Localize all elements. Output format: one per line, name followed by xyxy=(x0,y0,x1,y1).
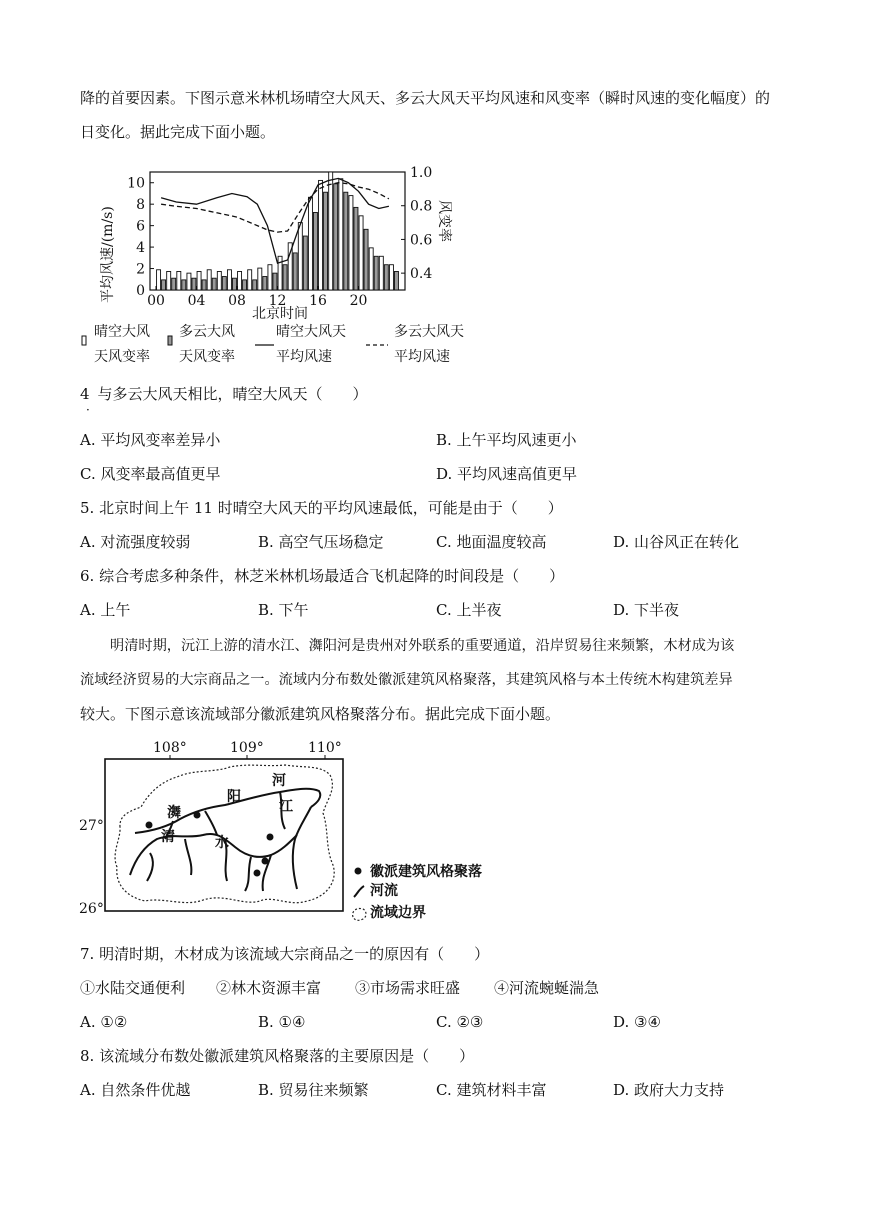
legend-settlement-symbol xyxy=(355,868,362,875)
q8-option-a[interactable]: A. 自然条件优越 xyxy=(80,1081,191,1099)
tick-label-bottom: 08 xyxy=(228,293,246,309)
bar-cloudy-ratio xyxy=(303,236,307,290)
map-lon-110: 110° xyxy=(308,740,342,756)
chart-ylabel-left: 平均风速/(m/s) xyxy=(100,206,116,303)
bar-cloudy-ratio xyxy=(313,212,317,290)
bar-clear-ratio xyxy=(258,268,262,290)
bar-clear-ratio xyxy=(238,271,242,290)
settlement-dot xyxy=(146,822,153,829)
bar-cloudy-ratio xyxy=(243,280,247,290)
chart-xlabel: 北京时间 xyxy=(252,306,308,322)
tick-label-bottom: 16 xyxy=(309,293,327,309)
bar-clear-ratio xyxy=(197,271,201,290)
bar-clear-ratio xyxy=(298,223,302,290)
bar-cloudy-ratio xyxy=(364,229,368,290)
legend-clear-ratio-line1: 晴空大风 xyxy=(94,324,150,340)
q4-option-a[interactable]: A. 平均风变率差异小 xyxy=(80,431,221,449)
settlement-dot xyxy=(194,812,201,819)
bar-cloudy-ratio xyxy=(162,280,166,290)
q4-option-d[interactable]: D. 平均风速高值更早 xyxy=(436,465,578,483)
tick-label-left: 8 xyxy=(136,197,145,214)
q5-option-c[interactable]: C. 地面温度较高 xyxy=(436,533,547,551)
q8-stem: 8. 该流域分布数处徽派建筑风格聚落的主要原因是（ ） xyxy=(80,1047,475,1065)
bar-cloudy-ratio xyxy=(394,271,398,290)
river-main-stem xyxy=(293,807,311,889)
bar-clear-ratio xyxy=(379,256,383,290)
settlement-dot xyxy=(267,834,274,841)
bar-cloudy-ratio xyxy=(273,273,277,290)
bar-cloudy-ratio xyxy=(374,256,378,290)
tick-label-right: 0.8 xyxy=(410,198,433,215)
q4-number: 4 xyxy=(80,385,90,403)
q7-item-4: ④河流蜿蜒湍急 xyxy=(494,979,600,997)
settlement-dot xyxy=(262,858,269,865)
bar-cloudy-ratio xyxy=(172,278,176,290)
bar-cloudy-ratio xyxy=(263,277,267,290)
map-label-he: 河 xyxy=(272,773,286,789)
passage2-line-3: 较大。下图示意该流域部分徽派建筑风格聚落分布。据此完成下面小题。 xyxy=(80,705,561,723)
bar-cloudy-ratio xyxy=(334,184,338,290)
bar-clear-ratio xyxy=(319,180,323,290)
q8-option-c[interactable]: C. 建筑材料丰富 xyxy=(436,1081,547,1099)
bar-cloudy-ratio xyxy=(212,278,216,290)
q7-option-b[interactable]: B. ①④ xyxy=(258,1013,306,1031)
tick-label-bottom: 20 xyxy=(349,293,368,309)
legend-cloudy-ratio-line1: 多云大风 xyxy=(179,324,235,340)
q6-option-d[interactable]: D. 下半夜 xyxy=(613,601,680,619)
tick-label-left: 4 xyxy=(136,240,145,257)
q5-option-d[interactable]: D. 山谷风正在转化 xyxy=(613,533,740,551)
q7-option-c[interactable]: C. ②③ xyxy=(436,1013,484,1031)
legend-clear-speed-line1: 晴空大风天 xyxy=(276,324,346,340)
q5-stem: 5. 北京时间上午 11 时晴空大风天的平均风速最低，可能是由于（ ） xyxy=(80,499,563,517)
bar-clear-ratio xyxy=(329,172,333,290)
tick-label-bottom: 12 xyxy=(268,293,287,309)
bar-clear-ratio xyxy=(207,270,211,290)
bar-cloudy-ratio xyxy=(232,278,236,290)
tick-label-right: 0.6 xyxy=(410,232,433,249)
q7-option-a[interactable]: A. ①② xyxy=(80,1013,128,1031)
wind-chart xyxy=(80,160,500,375)
bar-cloudy-ratio xyxy=(293,253,297,290)
tick-label-right: 1.0 xyxy=(410,165,433,181)
q5-option-a[interactable]: A. 对流强度较弱 xyxy=(80,533,191,551)
map-lon-108: 108° xyxy=(153,740,187,756)
legend-swatch-clear-ratio xyxy=(82,336,86,345)
bar-cloudy-ratio xyxy=(202,280,206,290)
river-trib-4 xyxy=(245,857,251,891)
bar-cloudy-ratio xyxy=(384,265,388,290)
bar-clear-ratio xyxy=(217,271,221,290)
legend-river-label: 河流 xyxy=(370,883,398,899)
q6-option-b[interactable]: B. 下午 xyxy=(258,601,309,619)
bar-cloudy-ratio xyxy=(192,278,196,290)
q8-option-d[interactable]: D. 政府大力支持 xyxy=(613,1081,725,1099)
bar-cloudy-ratio xyxy=(182,280,186,290)
tick-label-bottom: 04 xyxy=(187,293,206,309)
map-lon-109: 109° xyxy=(230,740,264,756)
river-trib-1 xyxy=(147,853,153,881)
river-qingshui-jiang xyxy=(130,834,297,875)
map-label-shui: 水 xyxy=(215,835,229,851)
map-label-yang: 阳 xyxy=(227,789,241,805)
river-trib-6 xyxy=(205,811,217,835)
map-legend xyxy=(353,863,482,921)
legend-cloudy-speed-line2: 平均风速 xyxy=(394,349,450,365)
bar-clear-ratio xyxy=(157,270,161,290)
q5-option-b[interactable]: B. 高空气压场稳定 xyxy=(258,533,384,551)
q6-stem: 6. 综合考虑多种条件，林芝米林机场最适合飞机起降的时间段是（ ） xyxy=(80,567,565,585)
q4-dot: · xyxy=(86,403,90,417)
bar-clear-ratio xyxy=(268,265,272,290)
q6-option-c[interactable]: C. 上半夜 xyxy=(436,601,502,619)
tick-label-left: 6 xyxy=(136,218,145,235)
q4-stem-text: 与多云大风天相比，晴空大风天（ ） xyxy=(97,385,368,403)
tick-label-left: 0 xyxy=(136,283,145,299)
chart-legend xyxy=(82,323,464,365)
bar-cloudy-ratio xyxy=(354,207,358,290)
q6-option-a[interactable]: A. 上午 xyxy=(80,601,131,619)
bar-clear-ratio xyxy=(359,216,363,290)
bar-clear-ratio xyxy=(349,196,353,290)
passage2-line-1: 明清时期，沅江上游的清水江、㵲阳河是贵州对外联系的重要通道，沿岸贸易往来频繁，木材成为该 xyxy=(110,638,735,654)
legend-river-symbol xyxy=(354,886,364,897)
legend-clear-speed-line2: 平均风速 xyxy=(276,349,332,365)
settlement-dot xyxy=(254,870,261,877)
q4-option-c[interactable]: C. 风变率最高值更早 xyxy=(80,465,221,483)
legend-boundary-symbol xyxy=(353,908,366,920)
bar-cloudy-ratio xyxy=(283,265,287,290)
bar-clear-ratio xyxy=(187,273,191,290)
q7-item-1: ①水陆交通便利 xyxy=(80,979,186,997)
q4-option-b[interactable]: B. 上午平均风速更小 xyxy=(436,431,577,449)
map-lat-27: 27° xyxy=(79,818,104,834)
tick-label-left: 10 xyxy=(127,175,145,192)
basin-map xyxy=(75,735,505,925)
bar-cloudy-ratio xyxy=(222,277,226,290)
bar-clear-ratio xyxy=(167,271,171,290)
river-trib-2 xyxy=(185,839,191,875)
chart-ylabel-right: 风变率 xyxy=(436,200,452,242)
passage2-line-2: 流域经济贸易的大宗商品之一。流域内分布数处徽派建筑风格聚落，其建筑风格与本土传统木构建筑差异 xyxy=(80,672,733,688)
q7-item-2: ②林木资源丰富 xyxy=(216,979,322,997)
bar-cloudy-ratio xyxy=(253,280,257,290)
q7-stem: 7. 明清时期，木材成为该流域大宗商品之一的原因有（ ） xyxy=(80,945,490,963)
tick-label-left: 2 xyxy=(136,261,145,278)
q8-option-b[interactable]: B. 贸易往来频繁 xyxy=(258,1081,369,1099)
legend-boundary-label: 流域边界 xyxy=(370,905,426,921)
legend-settlement-label: 徽派建筑风格聚落 xyxy=(370,864,482,880)
legend-swatch-cloudy-ratio xyxy=(168,336,172,345)
bar-cloudy-ratio xyxy=(324,192,328,290)
bar-clear-ratio xyxy=(389,265,393,290)
intro-line-2: 日变化。据此完成下面小题。 xyxy=(80,123,276,141)
q4-stem xyxy=(80,384,368,404)
legend-cloudy-ratio-line2: 天风变率 xyxy=(179,349,235,365)
bar-clear-ratio xyxy=(248,270,252,290)
map-lat-26: 26° xyxy=(79,901,104,917)
bar-cloudy-ratio xyxy=(344,192,348,290)
bar-clear-ratio xyxy=(369,248,373,290)
basin-boundary xyxy=(115,765,334,903)
tick-label-right: 0.4 xyxy=(410,266,433,283)
legend-cloudy-speed-line1: 多云大风天 xyxy=(394,324,464,340)
bar-clear-ratio xyxy=(177,271,181,290)
bar-clear-ratio xyxy=(339,179,343,290)
tick-label-bottom: 00 xyxy=(147,293,165,309)
map-label-jiang: 江 xyxy=(279,799,293,815)
legend-clear-ratio-line2: 天风变率 xyxy=(94,349,150,365)
map-label-qing: 清 xyxy=(161,829,175,845)
q7-option-d[interactable]: D. ③④ xyxy=(613,1013,661,1031)
intro-line-1: 降的首要因素。下图示意米林机场晴空大风天、多云大风天平均风速和风变率（瞬时风速的变化幅度）的 xyxy=(80,89,771,107)
bar-clear-ratio xyxy=(308,197,312,290)
bar-clear-ratio xyxy=(227,270,231,290)
map-label-wu: 㵲 xyxy=(167,805,181,821)
q7-item-3: ③市场需求旺盛 xyxy=(355,979,461,997)
